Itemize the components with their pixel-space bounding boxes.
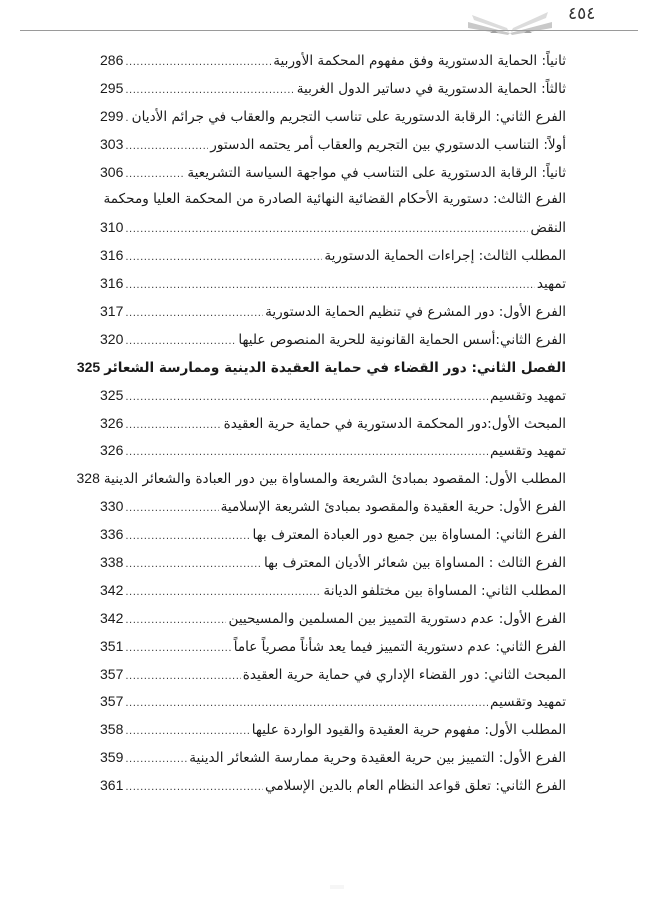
toc-entry-title: الفرع الثاني: عدم دستورية التمييز فيما يعد شأناً مصرياً عاماً [233, 638, 566, 655]
toc-entry-page: 338 [100, 554, 124, 571]
toc-entry-title: تمهيد وتقسيم [490, 387, 566, 404]
toc-entry-title: المطلب الثالث: إجراءات الحماية الدستورية [324, 248, 566, 265]
toc-entry-title: الفرع الأول: دور المشرع في تنظيم الحماية الدستورية [265, 304, 566, 321]
toc-entry-page: 320 [100, 330, 124, 347]
toc-entry[interactable] [100, 688, 566, 716]
toc-entry-title: المبحث الأول:دور المحكمة الدستورية في حماية حرية العقيدة [223, 415, 566, 432]
toc-entry[interactable] [100, 744, 566, 772]
toc-entry-title: الفرع الثاني: المساواة بين جميع دور العبادة المعترف بها [252, 527, 566, 544]
toc-entry-page: 316 [100, 247, 124, 264]
toc-leader-dots [125, 523, 250, 551]
toc-leader-dots [125, 272, 534, 300]
toc-entry-page: 317 [100, 303, 124, 320]
toc-leader-dots [125, 746, 187, 774]
toc-entry[interactable] [100, 521, 566, 549]
toc-entry[interactable] [100, 214, 566, 242]
toc-entry-title: الفرع الأول: حرية العقيدة والمقصود بمبادئ الشريعة الإسلامية [220, 499, 566, 516]
toc-entry-page: 357 [100, 693, 124, 710]
toc-entry[interactable] [76, 465, 566, 493]
toc-entry[interactable] [100, 605, 566, 633]
toc-entry[interactable] [100, 549, 566, 577]
toc-leader-dots [125, 495, 218, 523]
toc-entry-title: المبحث الثاني: دور القضاء الإداري في حماية حرية العقيدة [242, 666, 566, 683]
toc-entry-page: 306 [100, 163, 124, 180]
toc-entry[interactable] [100, 75, 566, 103]
toc-entry[interactable] [100, 159, 566, 187]
toc-leader-dots [125, 328, 236, 356]
toc-leader-dots [125, 607, 226, 635]
toc-leader-dots [125, 161, 185, 189]
toc-entry-title: المطلب الأول: مفهوم حرية العقيدة والقيود الواردة عليها [251, 722, 566, 739]
toc-entry-title: الفرع الثاني: تعلق قواعد النظام العام بالدين الإسلامي [265, 778, 566, 795]
toc-entry[interactable] [100, 186, 566, 214]
toc-entry-page: 326 [100, 442, 124, 459]
toc-entry[interactable] [100, 131, 566, 159]
toc-entry-title: ثانياً: الرقابة الدستورية على التناسب في مواجهة السياسة التشريعية [187, 164, 566, 181]
toc-entry-title: تمهيد وتقسيم [490, 443, 566, 460]
toc-leader-dots [125, 244, 322, 272]
toc-leader-dots [125, 412, 221, 440]
table-of-contents [76, 47, 566, 800]
toc-entry-page: 310 [100, 219, 124, 236]
toc-entry-page: 358 [100, 721, 124, 738]
toc-entry[interactable] [100, 382, 566, 410]
toc-entry[interactable] [100, 47, 566, 75]
toc-entry-page: 316 [100, 275, 124, 292]
toc-entry-title: المطلب الثاني: المساواة بين مختلفو الديانة [323, 582, 566, 599]
toc-entry[interactable] [100, 242, 566, 270]
toc-entry-page: 357 [100, 665, 124, 682]
toc-leader-dots [125, 774, 263, 802]
page-number: ٤٥٤ [568, 4, 596, 24]
toc-leader-dots [125, 663, 240, 691]
toc-entry-title: الفرع الثاني:أسس الحماية القانونية للحرية المنصوص عليها [238, 331, 566, 348]
toc-entry[interactable] [100, 410, 566, 438]
toc-leader-dots [125, 551, 262, 579]
toc-leader-dots [125, 216, 528, 244]
toc-entry[interactable] [100, 103, 566, 131]
toc-leader-dots [125, 77, 294, 105]
toc-entry-title: ثانياً: الحماية الدستورية وفق مفهوم المحكمة الأوربية [273, 53, 566, 69]
toc-entry-title: تمهيد [536, 276, 566, 293]
toc-entry-title: الفرع الأول: التمييز بين حرية العقيدة وحرية ممارسة الشعائر الدينية [189, 750, 566, 767]
toc-entry[interactable] [100, 716, 566, 744]
toc-entry-title: أولاً: التناسب الدستوري بين التجريم والعقاب أمر يحتمه الدستور [210, 136, 566, 153]
toc-leader-dots [125, 300, 263, 328]
toc-entry-page: 328 [76, 470, 100, 487]
toc-entry-title: الفرع الثاني: الرقابة الدستورية على تناسب التجريم والعقاب في جرائم الأديان [131, 108, 566, 125]
toc-entry[interactable] [100, 772, 566, 800]
toc-leader-dots [125, 718, 249, 746]
open-book-icon [460, 6, 560, 36]
toc-entry-page: 286 [100, 52, 124, 68]
toc-entry[interactable] [100, 493, 566, 521]
toc-leader-dots [125, 635, 231, 663]
toc-entry-title: الفرع الأول: عدم دستورية التمييز بين المسلمين والمسيحيين [228, 610, 566, 627]
toc-entry-title: الفرع الثالث : المساواة بين شعائر الأديان المعترف بها [263, 555, 566, 572]
toc-entry-page: 303 [100, 135, 124, 152]
toc-entry-title: ثالثاً: الحماية الدستورية في دساتير الدول الغربية [296, 80, 566, 97]
toc-entry-page: 361 [100, 777, 124, 794]
page-header [0, 0, 655, 40]
toc-entry[interactable] [100, 326, 566, 354]
toc-leader-dots [125, 49, 271, 77]
toc-leader-dots [125, 439, 488, 467]
toc-entry[interactable] [100, 298, 566, 326]
toc-entry-page: 295 [100, 79, 124, 96]
toc-entry[interactable] [100, 661, 566, 689]
toc-entry-title: تمهيد وتقسيم [490, 694, 566, 711]
toc-entry-page: 359 [100, 749, 124, 766]
toc-leader-dots [125, 105, 129, 133]
toc-entry-title: الفصل الثاني: دور القضاء في حماية العقيدة الدينية وممارسة الشعائر [104, 359, 566, 376]
toc-leader-dots [125, 579, 321, 607]
toc-entry-page: 325 [100, 386, 124, 403]
toc-entry-page: 325 [76, 358, 101, 375]
header-rule [20, 30, 638, 31]
toc-entry-page: 330 [100, 498, 124, 515]
toc-entry[interactable] [100, 270, 566, 298]
toc-entry-page: 342 [100, 581, 124, 598]
toc-entry-page: 336 [100, 526, 124, 543]
toc-entry-page: 342 [100, 609, 124, 626]
toc-leader-dots [125, 384, 488, 412]
toc-leader-dots [125, 690, 488, 718]
toc-entry-page: 351 [100, 637, 124, 654]
toc-leader-dots [125, 133, 208, 161]
toc-entry[interactable] [76, 354, 566, 382]
toc-entry[interactable] [100, 633, 566, 661]
toc-entry[interactable] [100, 577, 566, 605]
toc-entry[interactable] [100, 437, 566, 465]
toc-entry-page: 326 [100, 414, 124, 431]
toc-entry-page: 299 [100, 107, 124, 124]
footer-mark [330, 885, 344, 889]
toc-entry-title: المطلب الأول: المقصود بمبادئ الشريعة والمساواة بين دور العبادة والشعائر الدينية [103, 471, 566, 488]
toc-entry-title: الفرع الثالث: دستورية الأحكام القضائية النهائية الصادرة من المحكمة العليا ومحكمة [103, 191, 566, 208]
toc-entry-title: النقض [530, 220, 566, 237]
